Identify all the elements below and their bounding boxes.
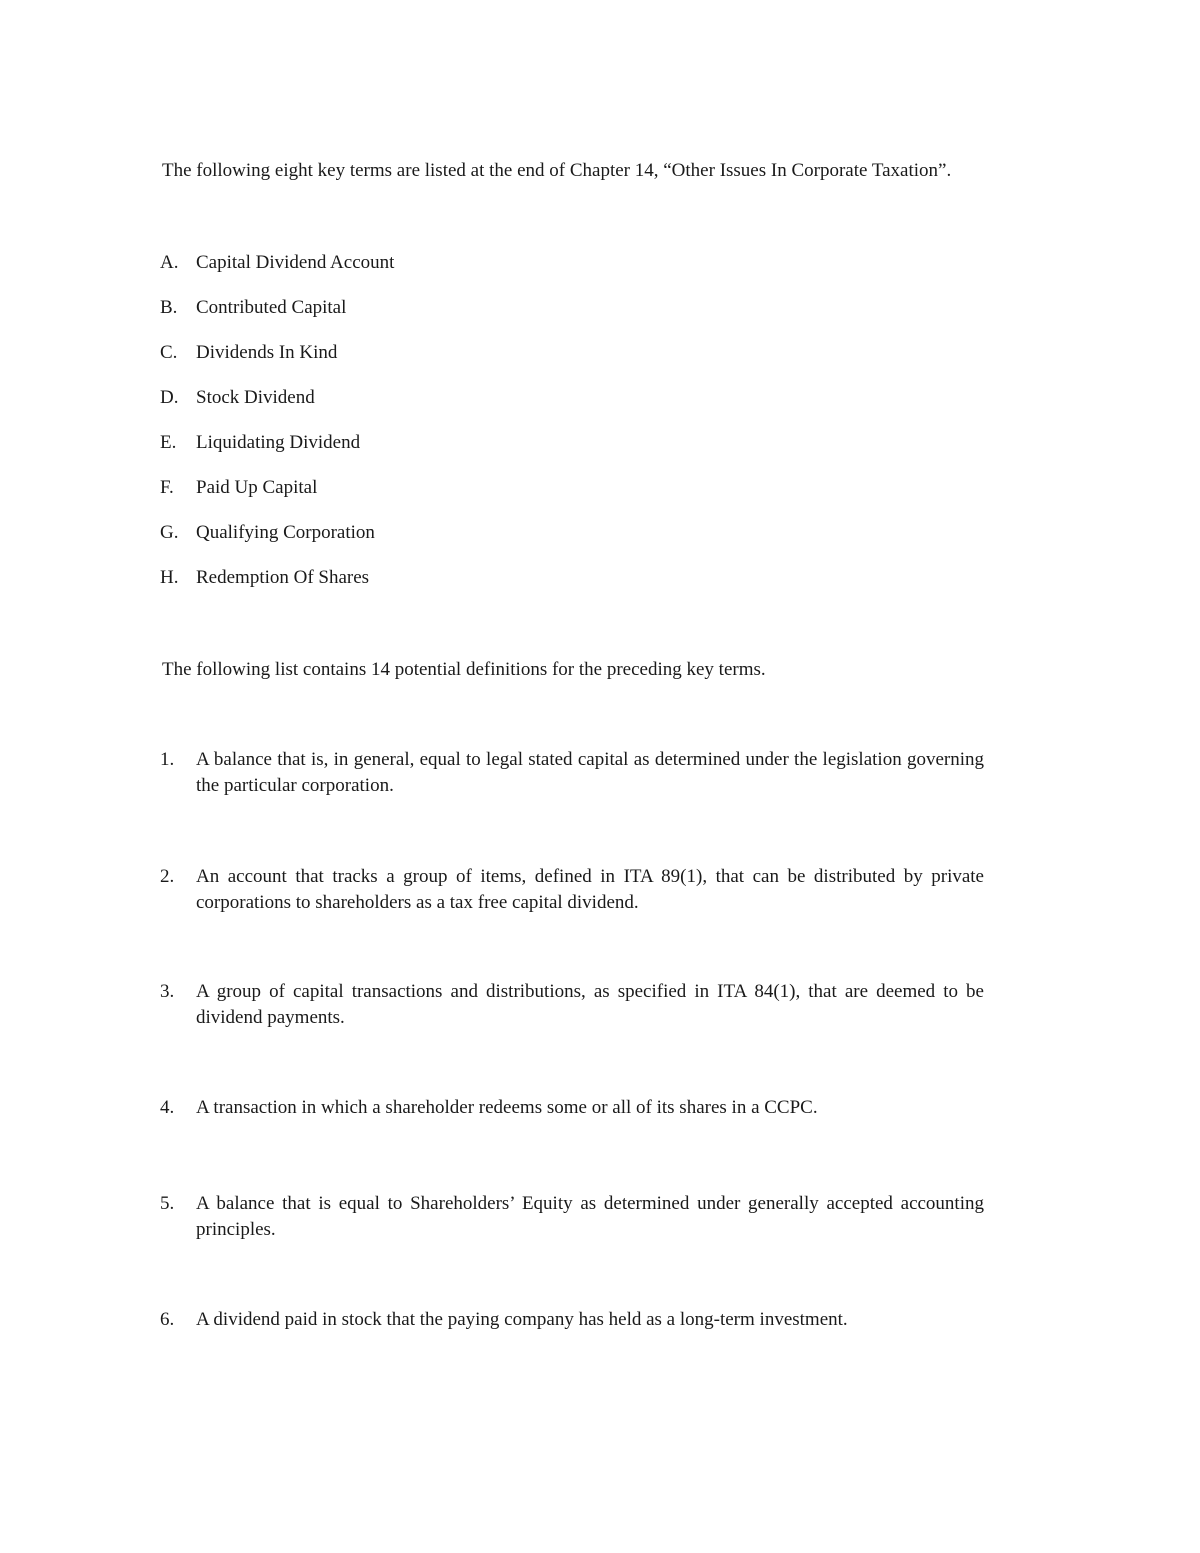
key-term-letter: G.: [160, 522, 179, 543]
key-term-label: Liquidating Dividend: [196, 432, 361, 453]
definition-number: 6.: [160, 1309, 175, 1330]
key-term-label: Redemption Of Shares: [196, 567, 370, 588]
definition-number: 1.: [160, 749, 175, 770]
key-term-letter: C.: [160, 342, 178, 363]
key-term-label: Stock Dividend: [196, 387, 315, 408]
definition-text: A group of capital transactions and distributions, as specified in ITA 84(1), that are deemed to be dividend payments.: [196, 981, 984, 1028]
key-term-label: Dividends In Kind: [196, 342, 338, 363]
key-term-item: [162, 385, 984, 430]
definition-text: A balance that is, in general, equal to legal stated capital as determined under the legislation governing the particular corporation.: [196, 749, 984, 796]
key-terms-list: [162, 250, 984, 610]
key-term-letter: B.: [160, 297, 178, 318]
key-term-label: Paid Up Capital: [196, 477, 318, 498]
definition-number: 5.: [160, 1193, 175, 1214]
key-terms-intro: The following eight key terms are listed at the end of Chapter 14, “Other Issues In Corporate Taxation”.: [162, 160, 952, 181]
key-term-letter: D.: [160, 387, 179, 408]
key-term-item: [162, 475, 984, 520]
key-term-letter: E.: [160, 432, 177, 453]
definitions-intro: The following list contains 14 potential definitions for the preceding key terms.: [162, 659, 766, 680]
key-term-letter: F.: [160, 477, 174, 498]
key-term-label: Capital Dividend Account: [196, 252, 395, 273]
key-term-letter: H.: [160, 567, 179, 588]
definition-text: An account that tracks a group of items, defined in ITA 89(1), that can be distributed by private corporations to shareholders as a tax free capital dividend.: [196, 866, 984, 913]
key-term-label: Qualifying Corporation: [196, 522, 375, 543]
key-term-letter: A.: [160, 252, 179, 273]
key-term-item: [162, 565, 984, 610]
definition-number: 2.: [160, 866, 175, 887]
key-term-item: [162, 250, 984, 295]
key-term-item: [162, 340, 984, 385]
definition-number: 3.: [160, 981, 175, 1002]
key-term-item: [162, 295, 984, 340]
definition-text: A transaction in which a shareholder redeems some or all of its shares in a CCPC.: [196, 1097, 818, 1118]
key-term-item: [162, 520, 984, 565]
definition-text: A balance that is equal to Shareholders’ Equity as determined under generally accepted accounting principles.: [196, 1193, 984, 1240]
definition-text: A dividend paid in stock that the paying company has held as a long-term investment.: [196, 1309, 848, 1330]
document-page: [162, 0, 984, 1553]
key-term-label: Contributed Capital: [196, 297, 347, 318]
key-term-item: [162, 430, 984, 475]
definition-number: 4.: [160, 1097, 175, 1118]
